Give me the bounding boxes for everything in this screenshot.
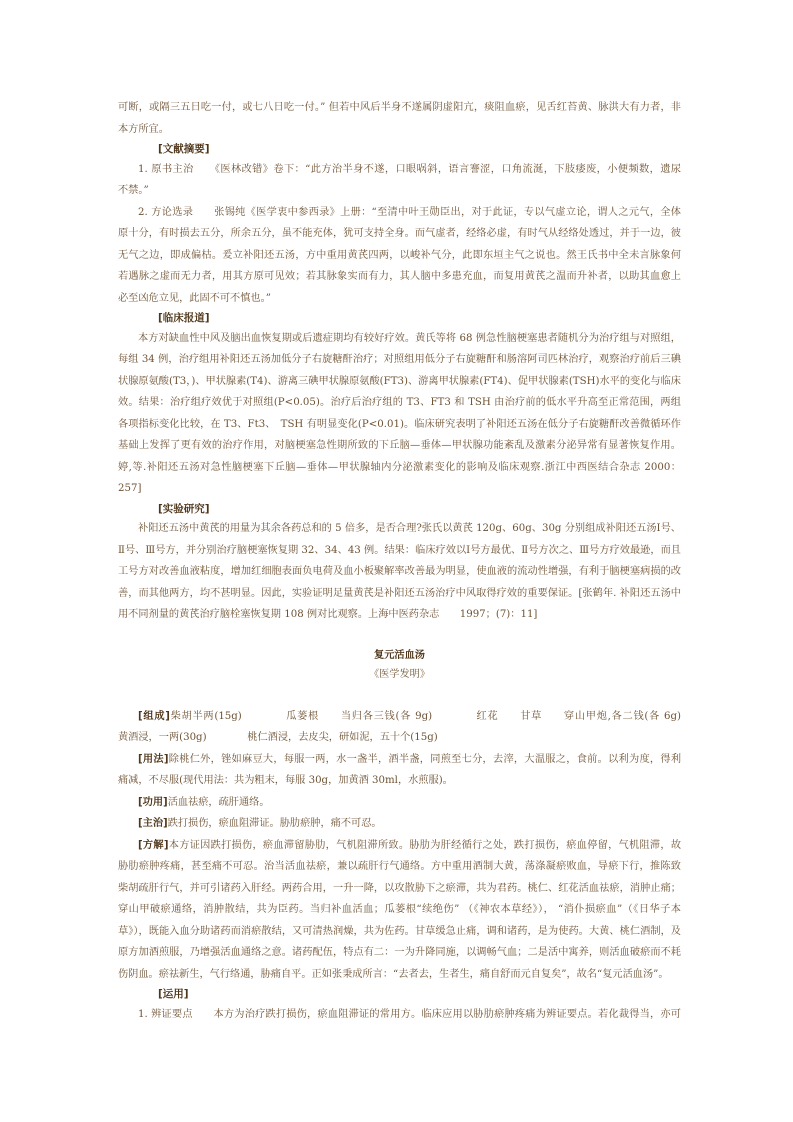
line-text: 草》），既能入血分助诸药而消瘀散结，又可清热润燥，共为佐药。甘草缓急止痛，调和诸药，是为使药。大黄、桃仁酒制，及 bbox=[118, 925, 681, 937]
text-line bbox=[118, 706, 681, 728]
paragraph bbox=[118, 792, 681, 814]
paragraph bbox=[118, 97, 681, 140]
section-heading: [临床报道] bbox=[158, 312, 210, 324]
line-text: 本方对缺血性中风及脑出血恢复期或后遗症期均有较好疗效。黄氏等将 68 例急性脑梗塞患者随机分为治疗组与对照组， bbox=[138, 332, 681, 344]
text-line bbox=[118, 942, 681, 964]
text-line bbox=[118, 478, 681, 500]
line-text: 穿山甲破瘀通络，消肿散结，共为臣药。当归补血活血；瓜蒌根“续绝伤” （《神农本草经》）， “消仆损瘀血”（《日华子本 bbox=[118, 904, 681, 915]
section-label: [主治] bbox=[138, 818, 168, 829]
line-text: 原十分，有时损去五分，所余五分，虽不能充体，犹可支持全身。而气虚者，经络必虚，有时气从经络处透过，并于一边，彼 bbox=[118, 228, 681, 239]
section-label: [功用] bbox=[138, 796, 168, 808]
line-text: 可断，或隔三五日吃一付，或七八日吃一付。” 但若中风后半身不遂属阴虚阳亢，痰阻血瘀，见舌红苔黄、脉洪大有力者，非 bbox=[118, 102, 681, 113]
text-line bbox=[118, 792, 681, 814]
line-text: 黄酒浸，一两(30g) 桃仁酒浸，去皮尖，研如泥，五十个(15g) bbox=[118, 732, 438, 743]
text-line bbox=[118, 899, 681, 921]
text-line bbox=[118, 727, 681, 749]
text-line bbox=[118, 392, 681, 414]
line-text: 除桃仁外，锉如麻豆大，每服一两，水一盏半，酒半盏，同煎至七分，去滓，大温服之，食前。以利为度，得利 bbox=[168, 753, 681, 765]
line-text: 效。结果：治疗组疗效优于对照组(P<0.05)。治疗后治疗组的 T3、FT3 和 TSH 由治疗前的低水平升高至正常范围，两组 bbox=[118, 397, 681, 408]
line-text: 2. 方论选录 张锡纯《医学衷中参西录》上册：“至清中叶王勋臣出，对于此证，专以气虚立论，谓人之元气，全体 bbox=[138, 206, 681, 218]
text-line bbox=[118, 964, 681, 986]
line-text: 无气之边，即成偏枯。爰立补阳还五汤，方中重用黄芪四两，以峻补气分，此即东垣主气之说也。然王氏书中全未言脉象何 bbox=[118, 249, 681, 261]
line-text: 基础上发挥了更有效的治疗作用，对脑梗塞急性期所致的下丘脑—垂体—甲状腺功能紊乱及激素分泌异常有显著恢复作用。 bbox=[118, 440, 681, 451]
text-line bbox=[118, 583, 681, 605]
paragraph bbox=[118, 518, 681, 626]
paragraph bbox=[118, 706, 681, 749]
text-line bbox=[118, 266, 681, 288]
text-line bbox=[118, 604, 681, 626]
text-line bbox=[118, 856, 681, 878]
section-heading: [实验研究] bbox=[158, 502, 210, 515]
text-line bbox=[118, 457, 681, 479]
text-line bbox=[118, 835, 681, 857]
formula-source: 《医学发明》 bbox=[368, 668, 431, 680]
text-line bbox=[118, 202, 681, 224]
text-line bbox=[118, 435, 681, 457]
text-line bbox=[118, 749, 681, 771]
paragraph bbox=[118, 813, 681, 835]
text-line bbox=[118, 813, 681, 835]
document-page bbox=[118, 97, 681, 1025]
line-text: 伤阴血。瘀祛新生，气行络通，胁痛自平。正如张秉成所言：“去者去，生者生，痛自舒而元自复矣”，故名“复元活血汤”。 bbox=[118, 968, 669, 980]
text-line bbox=[118, 159, 681, 181]
line-text: 本方所宜。 bbox=[118, 123, 169, 135]
paragraph bbox=[118, 1004, 681, 1026]
paragraph bbox=[118, 835, 681, 986]
paragraph bbox=[118, 328, 681, 500]
line-text: 补阳还五汤中黄芪的用量为其余各药总和的 5 倍多，是否合理?张氏以黄芪 120g、60g、30g 分别组成补阳还五汤Ⅰ号、 bbox=[138, 523, 681, 534]
text-line bbox=[118, 540, 681, 562]
text-line bbox=[118, 223, 681, 245]
line-text: 每组 34 例，治疗组用补阳还五汤加低分子右旋糖酐治疗；对照组用低分子右旋糖酐和肠溶阿司匹林治疗，观察治疗前后三碘 bbox=[118, 354, 681, 365]
section-heading: [运用] bbox=[158, 988, 189, 1000]
text-line bbox=[118, 1004, 681, 1026]
line-text: 柴胡疏肝行气，并可引诸药入肝经。两药合用，一升一降，以攻散胁下之瘀滞，共为君药。桃仁、红花活血祛瘀，消肿止痛； bbox=[118, 882, 681, 894]
paragraph bbox=[118, 202, 681, 310]
text-line bbox=[118, 921, 681, 943]
line-text: 用不同剂量的黄芪治疗脑栓塞恢复期 108 例对比观察。上海中医药杂志 1997；(7)：11] bbox=[118, 609, 538, 620]
line-text: 1. 辨证要点 本方为治疗跌打损伤，瘀血阻滞证的常用方。临床应用以胁肋瘀肿疼痛为辨证要点。若化裁得当，亦可 bbox=[138, 1008, 681, 1020]
text-line bbox=[118, 245, 681, 267]
section-label: [用法] bbox=[138, 753, 169, 765]
text-line bbox=[118, 180, 681, 202]
line-text: 痛减，不尽服(现代用法：共为粗末，每服 30g，加黄酒 30ml，水煎服)。 bbox=[118, 775, 453, 786]
text-line bbox=[118, 561, 681, 583]
section-label: [组成] bbox=[138, 710, 170, 722]
text-line bbox=[118, 371, 681, 393]
section-label: [方解] bbox=[138, 839, 169, 851]
text-line bbox=[118, 770, 681, 792]
paragraph bbox=[118, 159, 681, 202]
section-heading: [文献摘要] bbox=[158, 143, 210, 155]
line-text: 胁肋瘀肿疼痛，甚至痛不可忍。治当活血祛瘀，兼以疏肝行气通络。方中重用酒制大黄，荡涤凝瘀败血，导瘀下行，推陈致 bbox=[118, 861, 681, 872]
line-text: 善，而其他两方，均不甚明显。因此，实验证明足量黄芪是补阳还五汤治疗中风取得疗效的重要保证。[张鹤年. 补阳还五汤中 bbox=[118, 587, 681, 599]
formula-title: 复元活血汤 bbox=[374, 649, 425, 661]
line-text: 必至凶危立见，此固不可不慎也。” bbox=[118, 292, 271, 304]
text-line bbox=[118, 97, 681, 119]
text-line bbox=[118, 518, 681, 540]
line-text: Ⅱ号、Ⅲ号方，并分别治疗脑梗塞恢复期 32、34、43 例。结果：临床疗效以Ⅰ号方最优、Ⅱ号方次之、Ⅲ号方疗效最逊，而且 bbox=[118, 544, 681, 556]
line-text: 本方证因跌打损伤，瘀血滞留胁肋，气机阻滞所致。胁肋为肝经循行之处，跌打损伤，瘀血停留，气机阻滞，故 bbox=[168, 839, 681, 851]
line-text: 婷,等.补阳还五汤对急性脑梗塞下丘脑—垂体—甲状腺轴内分泌激素变化的影响及临床观察.浙江中西医结合杂志 2000： bbox=[118, 461, 681, 473]
line-text: 跌打损伤，瘀血阻滞证。胁肋瘀肿，痛不可忍。 bbox=[167, 818, 382, 829]
line-text: 各项指标变化比较，在 T3、Ft3、 TSH 有明显变化(P<0.01)。临床研究表明了补阳还五汤在低分子右旋糖酐改善微循环作 bbox=[118, 418, 681, 430]
line-text: 状腺原氨酸(T3，)、甲状腺素(T4)、游离三碘甲状腺原氨酸(FT3)、游离甲状腺素(FT4)、促甲状腺素(TSH)水平的变化与临床 bbox=[118, 375, 681, 387]
text-line bbox=[118, 328, 681, 350]
text-line bbox=[118, 349, 681, 371]
line-text: 257] bbox=[118, 483, 142, 494]
paragraph bbox=[118, 749, 681, 792]
line-text: 不禁。” bbox=[118, 185, 149, 196]
line-text: 活血祛瘀，疏肝通络。 bbox=[167, 796, 270, 808]
line-text: 工号方对改善血液粘度，增加红细胞表面负电荷及血小板聚解率改善最为明显，使血液的流动性增强，有利于脑梗塞病损的改 bbox=[118, 566, 681, 577]
text-line bbox=[118, 414, 681, 436]
line-text: 若遇脉之虚而无力者，用其方原可见效；若其脉象实而有力，其人脑中多患充血，而复用黄芪之温而升补者，以助其血愈上 bbox=[118, 271, 681, 282]
line-text: 柴胡半两(15g) 瓜蒌根 当归各三钱(各 9g) 红花 甘草 穿山甲炮,各二钱(各 6g) bbox=[169, 710, 681, 722]
line-text: 1. 原书主治 《医林改错》卷下：“此方治半身不遂，口眼㖞斜，语言謇涩，口角流涎，下肢痿废，小便频数，遗尿 bbox=[138, 163, 681, 175]
line-text: 原方加酒煎服，乃增强活血通络之意。诸药配伍，特点有二：一为升降同施，以调畅气血；二是活中寓养，则活血破瘀而不耗 bbox=[118, 947, 681, 958]
text-line bbox=[118, 119, 681, 141]
text-line bbox=[118, 878, 681, 900]
text-line bbox=[118, 288, 681, 310]
